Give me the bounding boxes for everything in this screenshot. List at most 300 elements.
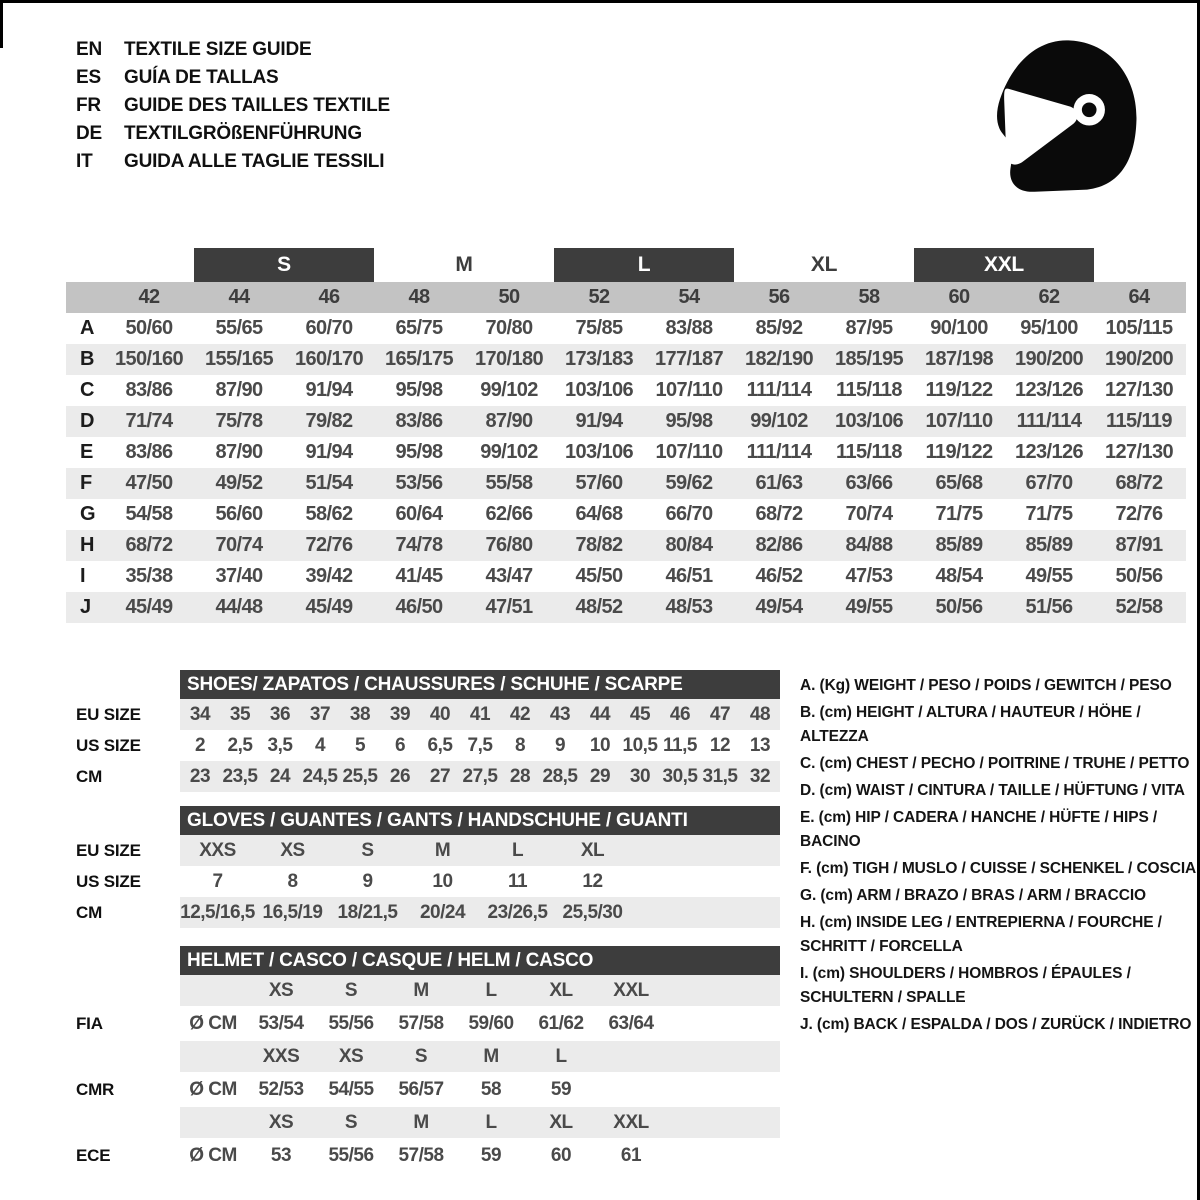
table-row [66,499,1186,530]
standard-label: CMR [76,1079,115,1099]
value-cell: 28,5 [542,765,578,787]
size-cell: 43/47 [485,565,533,587]
size-cell: 87/91 [1115,534,1163,556]
value-cell: 23 [189,765,211,787]
size-cell: 46/51 [665,565,713,587]
value-cell: 55/56 [328,1012,374,1034]
helmet-size-band [68,975,780,1006]
value-cell: 7 [212,870,223,892]
table-row [66,406,1186,437]
language-code: ES [76,67,101,88]
gloves-section-title: GLOVES / GUANTES / GANTS / HANDSCHUHE / GUANTI [180,806,780,835]
value-cell: 28 [509,765,531,787]
size-cell: 53/56 [395,472,443,494]
table-row [66,437,1186,468]
size-column-header: 42 [138,286,160,308]
shoes-section-title: SHOES/ ZAPATOS / CHAUSSURES / SCHUHE / SCARPE [180,670,780,699]
value-cell: 47 [709,703,731,725]
size-group-label: XXL [914,248,1094,282]
row-header-label: EU SIZE [76,840,141,860]
size-cell: 115/118 [836,379,902,401]
value-cell: 10 [589,734,611,756]
value-cell: M [434,839,451,861]
size-cell: 76/80 [485,534,533,556]
size-group-label: M [455,253,473,276]
size-cell: 46/50 [395,596,443,618]
value-cell: 52/53 [258,1078,304,1100]
value-cell: 35 [229,703,251,725]
measurement-rows [66,313,1186,623]
helmet-values [180,1006,780,1041]
value-cell: 12 [582,870,603,892]
size-cell: 62/66 [485,503,533,525]
helmet-size-labels [180,1041,780,1072]
size-cell: 64/68 [575,503,623,525]
value-cell: 53 [270,1144,292,1166]
helmet-size-label: L [555,1045,567,1067]
value-cell: 25,5/30 [562,901,623,923]
value-cell: 23/26,5 [487,901,548,923]
size-cell: 87/90 [485,410,533,432]
size-cell: 79/82 [305,410,353,432]
value-cell: 60 [550,1144,572,1166]
size-cell: 48/53 [665,596,713,618]
unit-label: Ø CM [189,1144,237,1166]
size-cell: 111/114 [746,379,812,401]
value-cell: 24,5 [302,765,338,787]
size-cell: 60/64 [395,503,443,525]
helmet-size-label: L [485,1111,497,1133]
size-cell: 78/82 [575,534,623,556]
shoes-values [180,730,780,761]
size-cell: 65/75 [395,317,443,339]
size-cell: 67/70 [1025,472,1073,494]
value-cell: 61 [620,1144,642,1166]
value-cell: 12 [709,734,731,756]
size-cell: 71/74 [125,410,173,432]
size-cell: 127/130 [1104,441,1174,463]
size-cell: 99/102 [750,410,808,432]
size-cell: 63/66 [845,472,893,494]
helmet-values [180,1138,780,1173]
size-cell: 65/68 [935,472,983,494]
size-group-label: XL [810,253,838,276]
row-header-label: EU SIZE [76,704,141,724]
helmet-value-row [68,1006,780,1041]
value-cell: 12,5/16,5 [180,901,255,923]
helmet-size-label: XS [338,1045,364,1067]
value-cell: L [511,839,524,861]
row-label: C [80,379,95,401]
helmet-size-label: XS [268,1111,294,1133]
helmet-size-label: XXL [613,979,649,1001]
size-cell: 107/110 [925,410,993,432]
helmet-size-label: XL [549,1111,573,1133]
gloves-row [68,835,780,866]
size-cell: 107/110 [655,441,723,463]
size-group-label: L [554,248,734,282]
size-cell: 72/76 [305,534,353,556]
size-cell: 165/175 [384,348,454,370]
language-code: IT [76,151,93,172]
shoes-values [180,699,780,730]
legend-item: B. (cm) HEIGHT / ALTURA / HAUTEUR / HÖHE / ALTEZZA [800,704,1141,746]
value-cell: 2,5 [227,734,253,756]
value-cell: 37 [309,703,331,725]
size-cell: 85/92 [755,317,803,339]
helmet-size-label: L [485,979,497,1001]
size-cell: 49/54 [755,596,803,618]
row-header-label: US SIZE [76,871,141,891]
legend-item: C. (cm) CHEST / PECHO / POITRINE / TRUHE / PETTO [800,755,1190,773]
shoes-rows [68,699,780,792]
row-header-label: US SIZE [76,735,141,755]
size-cell: 160/170 [294,348,364,370]
language-label: TEXTILE SIZE GUIDE [124,39,312,60]
value-cell: 41 [469,703,491,725]
size-cell: 91/94 [305,379,353,401]
size-cell: 95/98 [395,441,443,463]
row-label: E [80,441,94,463]
size-cell: 91/94 [305,441,353,463]
size-cell: 75/85 [575,317,623,339]
measurement-legend [800,674,1198,1040]
value-cell: 59/60 [468,1012,514,1034]
size-cell: 115/118 [836,441,902,463]
helmet-value-row [68,1072,780,1107]
size-cell: 90/100 [930,317,988,339]
size-cell: 190/200 [1104,348,1174,370]
value-cell: 27 [429,765,451,787]
size-cell: 55/65 [215,317,263,339]
helmet-size-label: S [414,1045,428,1067]
size-cell: 119/122 [925,441,993,463]
size-cell: 54/58 [125,503,173,525]
value-cell: 45 [629,703,651,725]
size-cell: 70/80 [485,317,533,339]
size-cell: 103/106 [564,441,634,463]
helmet-value-row [68,1138,780,1173]
racing-helmet-icon [980,30,1148,198]
row-label: D [80,410,95,432]
value-cell: 38 [349,703,371,725]
value-cell: XXS [199,839,236,861]
size-cell: 72/76 [1115,503,1163,525]
language-row [76,148,390,176]
helmet-rows [68,975,780,1173]
size-cell: 155/165 [204,348,274,370]
size-column-header: 56 [768,286,790,308]
size-cell: 84/88 [845,534,893,556]
gloves-values [180,835,780,866]
value-cell: 34 [189,703,211,725]
size-cell: 173/183 [564,348,634,370]
row-header-spacer [68,1107,180,1138]
language-title-list [76,36,390,176]
table-row [66,468,1186,499]
numeric-size-header-row [66,282,1186,313]
gloves-size-table [68,806,780,928]
size-cell: 99/102 [480,441,538,463]
language-row [76,120,390,148]
value-cell: 42 [509,703,531,725]
size-group-label: S [194,248,374,282]
value-cell: 63/64 [608,1012,654,1034]
table-row [66,561,1186,592]
row-label: H [80,534,95,556]
size-cell: 49/55 [1025,565,1073,587]
size-cell: 187/198 [924,348,994,370]
size-cell: 95/100 [1020,317,1078,339]
size-column-header: 62 [1038,286,1060,308]
size-cell: 71/75 [1025,503,1073,525]
value-cell: 32 [749,765,771,787]
legend-item: A. (Kg) WEIGHT / PESO / POIDS / GEWITCH / PESO [800,677,1172,694]
shoes-row [68,699,780,730]
size-cell: 47/50 [125,472,173,494]
size-cell: 68/72 [755,503,803,525]
value-cell: 30,5 [662,765,698,787]
size-cell: 107/110 [655,379,723,401]
value-cell: 4 [314,734,326,756]
value-cell: 61/62 [538,1012,584,1034]
gloves-row [68,866,780,897]
size-cell: 83/88 [665,317,713,339]
language-label: GUIDE DES TAILLES TEXTILE [124,95,390,116]
value-cell: 16,5/19 [262,901,323,923]
row-label: I [80,565,86,587]
size-cell: 111/114 [1016,410,1082,432]
size-cell: 71/75 [935,503,983,525]
helmet-size-label: XS [268,979,294,1001]
value-cell: 46 [669,703,691,725]
size-cell: 57/60 [575,472,623,494]
language-label: GUIDA ALLE TAGLIE TESSILI [124,151,385,172]
value-cell: 54/55 [328,1078,374,1100]
size-cell: 123/126 [1014,379,1084,401]
size-cell: 45/50 [575,565,623,587]
size-cell: 58/62 [305,503,353,525]
size-cell: 60/70 [305,317,353,339]
size-cell: 103/106 [564,379,634,401]
value-cell: 6 [394,734,406,756]
size-column-header: 64 [1128,286,1150,308]
language-code: DE [76,123,102,144]
standard-label: FIA [76,1013,103,1033]
value-cell: 23,5 [222,765,258,787]
row-label: J [80,596,92,618]
value-cell: 7,5 [467,734,493,756]
legend-item: G. (cm) ARM / BRAZO / BRAS / ARM / BRACCIO [800,887,1146,905]
helmet-size-label: XL [549,979,573,1001]
gloves-row [68,897,780,928]
unit-label: Ø CM [189,1078,237,1100]
language-row [76,64,390,92]
value-cell: 57/58 [398,1012,444,1034]
helmet-size-labels [180,1107,780,1138]
helmet-size-label: XXL [613,1111,649,1133]
size-cell: 182/190 [744,348,814,370]
size-column-header: 58 [858,286,880,308]
value-cell: 8 [287,870,298,892]
helmet-size-label: S [344,1111,358,1133]
value-cell: 9 [362,870,373,892]
value-cell: 56/57 [398,1078,444,1100]
value-cell: 29 [589,765,611,787]
size-cell: 51/56 [1025,596,1073,618]
size-cell: 44/48 [215,596,263,618]
value-cell: 3,5 [267,734,293,756]
legend-item: J. (cm) BACK / ESPALDA / DOS / ZURÜCK / INDIETRO [800,1016,1192,1034]
gloves-rows [68,835,780,928]
helmet-size-label: XXS [262,1045,300,1067]
size-cell: 55/58 [485,472,533,494]
value-cell: 24 [269,765,291,787]
helmet-section-title: HELMET / CASCO / CASQUE / HELM / CASCO [180,946,780,975]
size-cell: 99/102 [480,379,538,401]
legend-item: E. (cm) HIP / CADERA / HANCHE / HÜFTE / HIPS / BACINO [800,809,1158,851]
size-cell: 111/114 [746,441,812,463]
size-cell: 46/52 [755,565,803,587]
table-row [66,530,1186,561]
size-cell: 41/45 [395,565,443,587]
size-cell: 95/98 [665,410,713,432]
textile-size-table [66,248,1186,623]
page-left-border-stub [0,0,3,48]
value-cell: 59 [480,1144,502,1166]
row-label: G [80,503,96,525]
size-cell: 49/52 [215,472,263,494]
value-cell: 57/58 [398,1144,444,1166]
value-cell: 13 [749,734,771,756]
size-cell: 190/200 [1014,348,1084,370]
size-cell: 103/106 [834,410,904,432]
size-cell: 50/56 [1115,565,1163,587]
size-cell: 87/90 [215,379,263,401]
size-cell: 80/84 [665,534,713,556]
size-cell: 85/89 [935,534,983,556]
size-cell: 119/122 [925,379,993,401]
size-cell: 51/54 [305,472,353,494]
language-label: TEXTILGRÖßENFÜHRUNG [124,123,362,144]
helmet-values [180,1072,780,1107]
helmet-size-table [68,946,780,1173]
size-cell: 150/160 [114,348,184,370]
value-cell: 43 [549,703,571,725]
size-cell: 127/130 [1104,379,1174,401]
size-cell: 56/60 [215,503,263,525]
value-cell: 11,5 [663,734,697,756]
shoes-row [68,761,780,792]
size-cell: 83/86 [395,410,443,432]
size-cell: 85/89 [1025,534,1073,556]
value-cell: S [361,839,374,861]
value-cell: 26 [389,765,411,787]
unit-label: Ø CM [189,1012,237,1034]
row-header-spacer [68,1041,180,1072]
value-cell: 25,5 [342,765,378,787]
value-cell: 44 [589,703,611,725]
size-cell: 105/115 [1105,317,1173,339]
size-cell: 45/49 [305,596,353,618]
value-cell: XL [580,839,605,861]
legend-item: H. (cm) INSIDE LEG / ENTREPIERNA / FOURCHE / SCHRITT / FORCELLA [800,914,1162,956]
size-cell: 47/53 [845,565,893,587]
language-row [76,36,390,64]
shoes-values [180,761,780,792]
shoes-size-table [68,670,780,792]
size-cell: 185/195 [834,348,904,370]
size-cell: 35/38 [125,565,173,587]
helmet-size-label: M [483,1045,499,1067]
language-code: EN [76,39,102,60]
value-cell: 30 [629,765,651,787]
value-cell: 10 [432,870,453,892]
row-label: F [80,472,93,494]
size-cell: 83/86 [125,379,173,401]
value-cell: 48 [749,703,771,725]
size-column-header: 54 [678,286,700,308]
value-cell: 20/24 [419,901,466,923]
language-label: GUÍA DE TALLAS [124,67,279,88]
size-column-header: 48 [408,286,430,308]
row-label: B [80,348,95,370]
value-cell: 31,5 [702,765,738,787]
size-cell: 59/62 [665,472,713,494]
size-column-header: 46 [318,286,340,308]
size-cell: 45/49 [125,596,173,618]
helmet-size-label: S [344,979,358,1001]
size-cell: 47/51 [485,596,533,618]
value-cell: 58 [480,1078,502,1100]
size-cell: 37/40 [215,565,263,587]
size-cell: 68/72 [125,534,173,556]
value-cell: 2 [194,734,206,756]
value-cell: XS [280,839,305,861]
size-cell: 52/58 [1115,596,1163,618]
value-cell: 36 [269,703,291,725]
size-cell: 115/119 [1106,410,1172,432]
size-cell: 48/52 [575,596,623,618]
table-row [66,313,1186,344]
value-cell: 9 [554,734,566,756]
shoes-row [68,730,780,761]
size-column-header: 60 [948,286,970,308]
row-label: A [80,317,95,339]
size-cell: 91/94 [575,410,623,432]
size-cell: 74/78 [395,534,443,556]
legend-item: F. (cm) TIGH / MUSLO / CUISSE / SCHENKEL / COSCIA [800,860,1197,878]
size-cell: 95/98 [395,379,443,401]
size-group-header-row [66,248,1186,282]
size-cell: 50/56 [935,596,983,618]
size-cell: 66/70 [665,503,713,525]
standard-label: ECE [76,1145,111,1165]
size-cell: 61/63 [755,472,803,494]
value-cell: 8 [514,734,526,756]
row-header-spacer [68,975,180,1006]
gloves-values [180,897,780,928]
helmet-size-band [68,1107,780,1138]
helmet-size-label: M [413,1111,429,1133]
value-cell: 59 [550,1078,572,1100]
value-cell: 39 [389,703,411,725]
size-cell: 87/95 [845,317,893,339]
size-cell: 75/78 [215,410,263,432]
gloves-values [180,866,780,897]
size-cell: 87/90 [215,441,263,463]
table-row [66,344,1186,375]
